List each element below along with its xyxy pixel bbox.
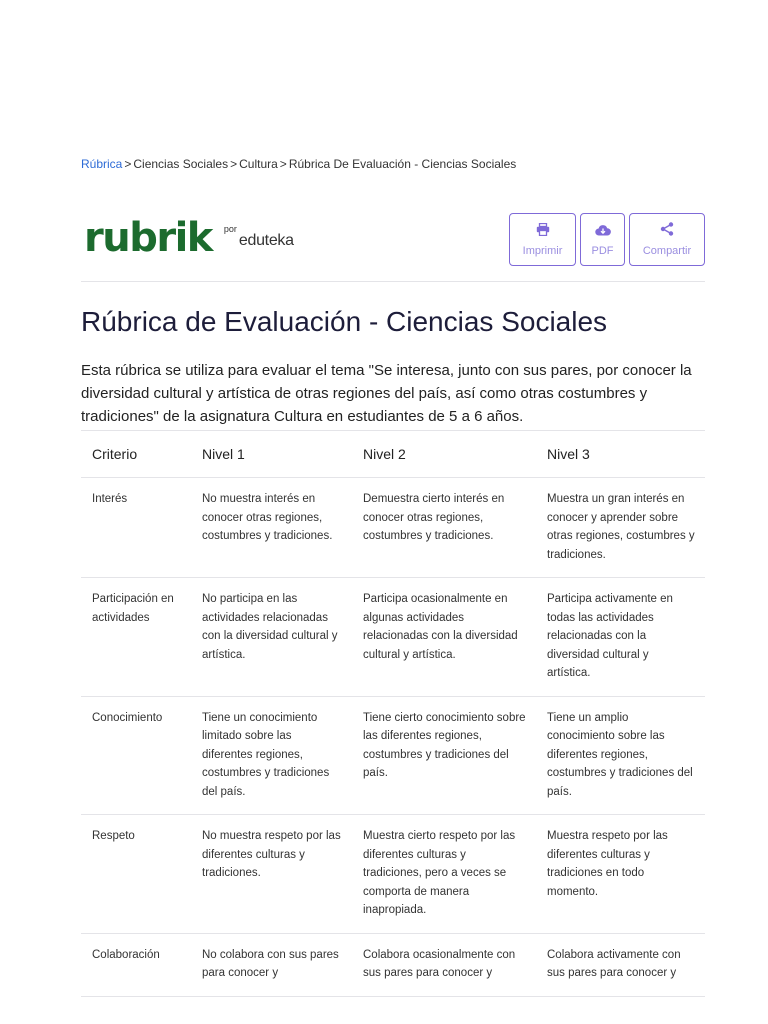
action-buttons — [509, 213, 705, 266]
level-2-cell: Muestra cierto respeto por las diferentes culturas y tradiciones, pero a veces se comporta de manera inapropiada. — [352, 815, 536, 934]
breadcrumb-item-current: Rúbrica De Evaluación - Ciencias Sociales — [288, 157, 517, 171]
table-row — [81, 933, 705, 996]
breadcrumb — [81, 157, 516, 171]
share-label: Compartir — [642, 245, 692, 257]
level-1-cell: Tiene un conocimiento limitado sobre las diferentes regiones, costumbres y tradiciones del país. — [191, 696, 352, 815]
level-2-cell: Demuestra cierto interés en conocer otras regiones, costumbres y tradiciones. — [352, 478, 536, 578]
eduteka-logo: eduteka — [238, 232, 294, 249]
print-button[interactable] — [509, 213, 576, 266]
breadcrumb-item-cultura[interactable]: Cultura — [239, 157, 278, 171]
share-icon — [660, 222, 674, 241]
criterion-cell: Respeto — [81, 815, 191, 934]
column-header-nivel-2: Nivel 2 — [352, 431, 536, 478]
criterion-cell: Colaboración — [81, 933, 191, 996]
criterion-cell: Interés — [81, 478, 191, 578]
level-2-cell: Colabora ocasionalmente con sus pares para conocer y — [352, 933, 536, 996]
brand-by-text: por — [223, 224, 237, 234]
cloud-download-icon — [595, 223, 611, 241]
table-header-row — [81, 431, 705, 478]
pdf-label: PDF — [591, 244, 614, 257]
column-header-nivel-1: Nivel 1 — [191, 431, 352, 478]
brand-logo[interactable] — [84, 208, 294, 261]
rubrik-logo: rubrik — [84, 215, 212, 261]
level-3-cell: Tiene un amplio conocimiento sobre las diferentes regiones, costumbres y tradiciones del país. — [536, 696, 705, 815]
level-1-cell: No muestra respeto por las diferentes culturas y tradiciones. — [191, 815, 352, 934]
breadcrumb-item-rubrica[interactable]: Rúbrica — [81, 157, 123, 171]
level-1-cell: No muestra interés en conocer otras regiones, costumbres y tradiciones. — [191, 478, 352, 578]
level-2-cell: Participa ocasionalmente en algunas actividades relacionadas con la diversidad cultural y artística. — [352, 578, 536, 697]
level-1-cell: No participa en las actividades relacionadas con la diversidad cultural y artística. — [191, 578, 352, 697]
pdf-button[interactable] — [580, 213, 625, 266]
breadcrumb-item-ciencias-sociales[interactable]: Ciencias Sociales — [133, 157, 229, 171]
level-2-cell: Tiene cierto conocimiento sobre las diferentes regiones, costumbres y tradiciones del país. — [352, 696, 536, 815]
breadcrumb-separator: > — [279, 157, 287, 171]
breadcrumb-separator: > — [230, 157, 238, 171]
level-3-cell: Participa activamente en todas las actividades relacionadas con la diversidad cultural y artística. — [536, 578, 705, 697]
breadcrumb-separator: > — [124, 157, 132, 171]
criterion-cell: Participación en actividades — [81, 578, 191, 697]
table-row — [81, 815, 705, 934]
page-description: Esta rúbrica se utiliza para evaluar el tema "Se interesa, junto con sus pares, por conocer la diversidad cultural y artística de otras regiones del país, así como otras costumbres y tradiciones" de la asignatura Cultura en estudiantes de 5 a 6 años. — [81, 362, 692, 425]
table-row — [81, 478, 705, 578]
printer-icon — [536, 223, 550, 241]
rubric-table — [81, 430, 705, 997]
level-3-cell: Colabora activamente con sus pares para conocer y — [536, 933, 705, 996]
level-1-cell: No colabora con sus pares para conocer y — [191, 933, 352, 996]
criterion-cell: Conocimiento — [81, 696, 191, 815]
table-row — [81, 696, 705, 815]
header-divider — [81, 281, 705, 282]
print-label: Imprimir — [522, 244, 563, 257]
page-title: Rúbrica de Evaluación - Ciencias Sociales — [81, 306, 608, 337]
column-header-nivel-3: Nivel 3 — [536, 431, 705, 478]
column-header-criterio: Criterio — [81, 431, 191, 478]
table-row — [81, 578, 705, 697]
level-3-cell: Muestra un gran interés en conocer y aprender sobre otras regiones, costumbres y tradiciones. — [536, 478, 705, 578]
level-3-cell: Muestra respeto por las diferentes culturas y tradiciones en todo momento. — [536, 815, 705, 934]
share-button[interactable] — [629, 213, 705, 266]
